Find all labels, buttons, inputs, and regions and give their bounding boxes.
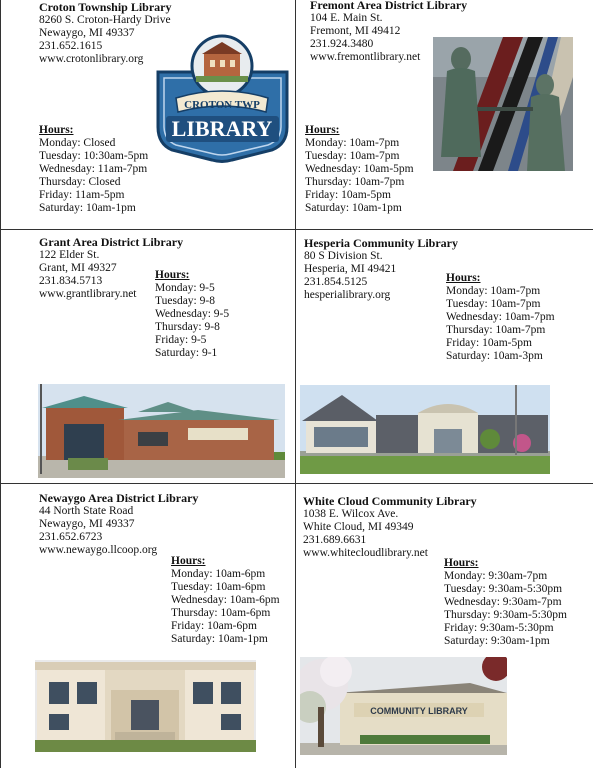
hours-thursday: Thursday: 10am-7pm (446, 324, 546, 336)
library-city: Hesperia, MI 49421 (304, 263, 397, 275)
row-divider-1 (0, 229, 593, 230)
left-border (0, 0, 1, 768)
hours-monday: Monday: 10am-6pm (171, 568, 266, 580)
library-city: Newaygo, MI 49337 (39, 27, 135, 39)
hours-friday: Friday: 10am-5pm (305, 189, 391, 201)
row-divider-2 (0, 483, 593, 484)
fremont-sculpture-photo (433, 37, 573, 171)
whitecloud-library-info (303, 495, 477, 560)
hours-wednesday: Wednesday: 10am-7pm (446, 311, 555, 323)
hesperia-library-info (304, 237, 458, 302)
grant-hours (155, 269, 229, 360)
library-city: White Cloud, MI 49349 (303, 521, 414, 533)
building-image (38, 384, 285, 478)
hours-tuesday: Tuesday: 10am-6pm (171, 581, 266, 593)
column-divider (295, 0, 296, 768)
hours-friday: Friday: 9-5 (155, 334, 207, 346)
library-address: 104 E. Main St. (310, 12, 383, 24)
library-website[interactable]: www.newaygo.llcoop.org (39, 544, 158, 556)
library-website[interactable]: www.whitecloudlibrary.net (303, 547, 428, 559)
newaygo-library-photo (35, 660, 256, 752)
hours-label: Hours: (446, 272, 481, 284)
hours-thursday: Thursday: 9-8 (155, 321, 220, 333)
hours-label: Hours: (444, 557, 479, 569)
library-address: 122 Elder St. (39, 249, 100, 261)
hours-saturday: Saturday: 10am-1pm (39, 202, 136, 214)
whitecloud-library-photo (300, 657, 507, 755)
logo-main-text: LIBRARY (171, 116, 273, 141)
hours-monday: Monday: 9-5 (155, 282, 215, 294)
hours-tuesday: Tuesday: 10am-7pm (305, 150, 400, 162)
hesperia-library-photo (300, 385, 550, 474)
library-name: Croton Township Library (39, 0, 172, 14)
library-city: Newaygo, MI 49337 (39, 518, 135, 530)
hours-thursday: Thursday: 10am-7pm (305, 176, 405, 188)
hours-thursday: Thursday: 10am-6pm (171, 607, 271, 619)
newaygo-library-info (39, 492, 198, 557)
hours-tuesday: Tuesday: 9:30am-5:30pm (444, 583, 563, 595)
hours-label: Hours: (171, 555, 206, 567)
hours-tuesday: Tuesday: 10am-7pm (446, 298, 541, 310)
fremont-hours (305, 124, 414, 215)
croton-library-logo (152, 32, 293, 165)
hours-monday: Monday: 10am-7pm (446, 285, 541, 297)
hours-friday: Friday: 11am-5pm (39, 189, 125, 201)
hours-monday: Monday: 9:30am-7pm (444, 570, 548, 582)
hours-label: Hours: (305, 124, 340, 136)
hours-wednesday: Wednesday: 9:30am-7pm (444, 596, 562, 608)
hours-wednesday: Wednesday: 11am-7pm (39, 163, 148, 175)
hours-wednesday: Wednesday: 10am-5pm (305, 163, 414, 175)
hours-friday: Friday: 9:30am-5:30pm (444, 622, 554, 634)
building-image (300, 657, 507, 755)
library-name: White Cloud Community Library (303, 494, 477, 508)
library-phone: 231.652.1615 (39, 40, 103, 52)
building-image (35, 660, 256, 752)
library-name: Newaygo Area District Library (39, 491, 199, 505)
library-address: 44 North State Road (39, 505, 134, 517)
library-name: Grant Area District Library (39, 235, 184, 249)
library-logo-graphic (152, 32, 293, 165)
library-phone: 231.924.3480 (310, 38, 374, 50)
hours-thursday: Thursday: Closed (39, 176, 121, 188)
hours-wednesday: Wednesday: 10am-6pm (171, 594, 280, 606)
library-website[interactable]: www.grantlibrary.net (39, 288, 137, 300)
library-phone: 231.834.5713 (39, 275, 103, 287)
library-sign-text: COMMUNITY LIBRARY (370, 706, 468, 716)
hours-tuesday: Tuesday: 10:30am-5pm (39, 150, 149, 162)
hours-label: Hours: (155, 269, 190, 281)
building-image (300, 385, 550, 474)
hours-saturday: Saturday: 9-1 (155, 347, 218, 359)
hesperia-hours (446, 272, 555, 363)
hours-wednesday: Wednesday: 9-5 (155, 308, 230, 320)
hours-monday: Monday: 10am-7pm (305, 137, 400, 149)
hours-label: Hours: (39, 124, 74, 136)
hours-saturday: Saturday: 10am-3pm (446, 350, 543, 362)
grant-library-photo (38, 384, 285, 478)
library-website[interactable]: hesperialibrary.org (304, 289, 391, 301)
hours-saturday: Saturday: 9:30am-1pm (444, 635, 550, 647)
library-website[interactable]: www.crotonlibrary.org (39, 53, 144, 65)
sculpture-image (433, 37, 573, 171)
hours-monday: Monday: Closed (39, 137, 116, 149)
hours-saturday: Saturday: 10am-1pm (305, 202, 402, 214)
library-city: Fremont, MI 49412 (310, 25, 401, 37)
library-address: 80 S Division St. (304, 250, 383, 262)
newaygo-hours (171, 555, 280, 646)
library-phone: 231.689.6631 (303, 534, 367, 546)
library-name: Hesperia Community Library (304, 236, 458, 250)
library-name: Fremont Area District Library (310, 0, 468, 12)
hours-tuesday: Tuesday: 9-8 (155, 295, 215, 307)
hours-friday: Friday: 10am-5pm (446, 337, 532, 349)
library-phone: 231.652.6723 (39, 531, 103, 543)
hours-saturday: Saturday: 10am-1pm (171, 633, 268, 645)
logo-top-text: CROTON TWP (184, 99, 260, 111)
croton-hours (39, 124, 148, 215)
hours-friday: Friday: 10am-6pm (171, 620, 257, 632)
library-city: Grant, MI 49327 (39, 262, 117, 274)
library-address: 1038 E. Wilcox Ave. (303, 508, 399, 520)
library-address: 8260 S. Croton-Hardy Drive (39, 14, 171, 26)
whitecloud-hours (444, 557, 567, 648)
library-phone: 231.854.5125 (304, 276, 368, 288)
hours-thursday: Thursday: 9:30am-5:30pm (444, 609, 567, 621)
library-website[interactable]: www.fremontlibrary.net (310, 51, 421, 63)
